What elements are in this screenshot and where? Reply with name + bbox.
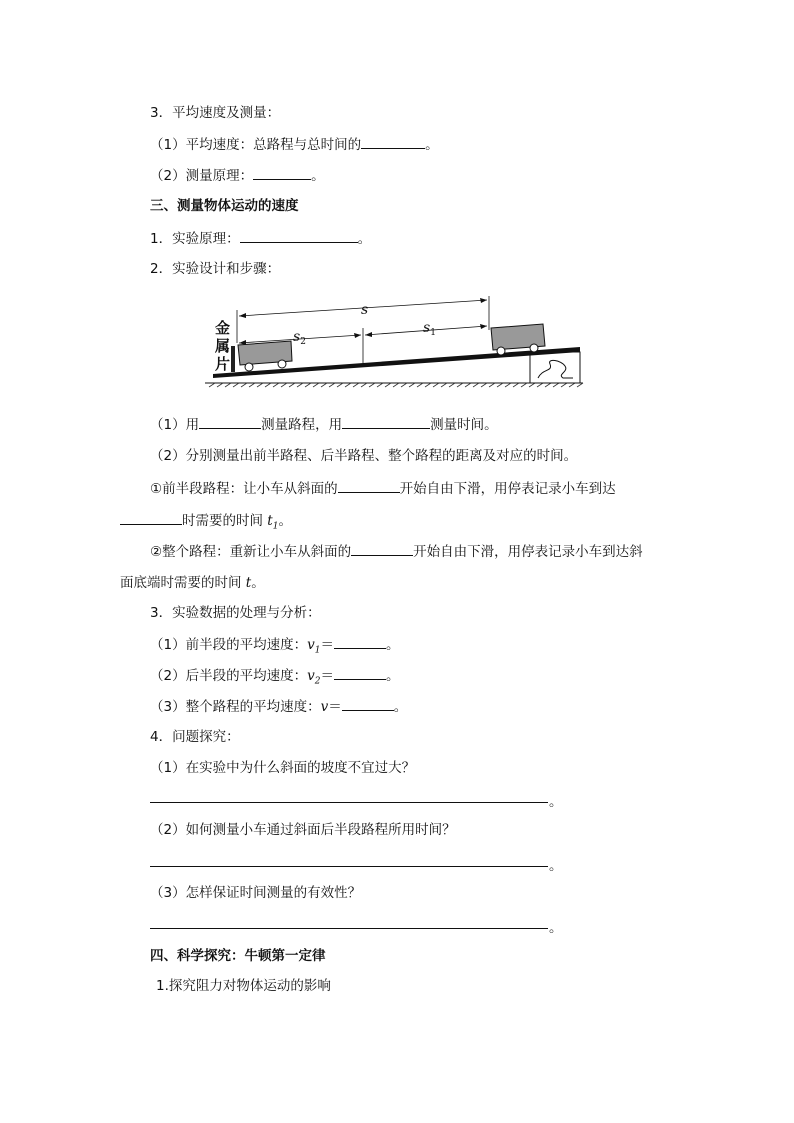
step1-text-c: 测量时间。 xyxy=(430,417,498,433)
step2-line: （2）分别测量出前半路程、后半路程、整个路程的距离及对应的时间。 xyxy=(150,448,578,464)
analysis-title: 3．实验数据的处理与分析： xyxy=(150,605,321,621)
step-a-text1: ①前半段路程：让小车从斜面的 xyxy=(150,481,338,497)
var-v1: $v_1$ xyxy=(307,637,321,656)
equals: ＝ xyxy=(320,637,334,653)
answer-blank[interactable] xyxy=(199,414,261,429)
var-v: v xyxy=(320,699,329,715)
sec3-item1-text: （1）平均速度：总路程与总时间的 xyxy=(150,137,362,153)
answer-blank[interactable] xyxy=(342,696,394,711)
sec3-item2 xyxy=(150,165,325,186)
label-metal-2: 属 xyxy=(215,337,231,355)
period: 。 xyxy=(425,137,439,153)
answer-blank[interactable] xyxy=(351,541,413,556)
period: 。 xyxy=(251,575,265,591)
analysis-item2 xyxy=(150,665,399,692)
step-a-line2 xyxy=(120,510,292,537)
equals: ＝ xyxy=(328,699,342,715)
analysis-item3 xyxy=(150,696,407,717)
step-a-line1 xyxy=(150,478,616,499)
period: 。 xyxy=(549,794,563,810)
question-2: （2）如何测量小车通过斜面后半段路程所用时间？ xyxy=(150,822,456,838)
equals: ＝ xyxy=(320,668,334,684)
step-b-line2 xyxy=(120,573,265,593)
part4-item1: 1.探究阻力对物体运动的影响 xyxy=(156,978,331,994)
period: 。 xyxy=(549,858,563,874)
explore-title: 4．问题探究： xyxy=(150,729,240,745)
part3-title: 三、测量物体运动的速度 xyxy=(150,198,299,214)
var-t1: $t_1$ xyxy=(267,513,279,532)
incline-diagram xyxy=(205,288,590,390)
answer-blank[interactable] xyxy=(338,478,400,493)
period: 。 xyxy=(549,920,563,936)
period: 。 xyxy=(357,231,372,247)
var-t: t xyxy=(245,575,252,591)
sec3-title: 3．平均速度及测量： xyxy=(150,105,281,121)
answer-blank[interactable] xyxy=(334,665,386,680)
answer-blank[interactable] xyxy=(334,634,386,649)
step-b-text3: 面底端时需要的时间 xyxy=(120,575,246,591)
sec3-item2-text: （2）测量原理： xyxy=(150,168,254,184)
metal-plate xyxy=(231,346,235,372)
analysis-text2: （2）后半段的平均速度： xyxy=(150,668,308,684)
step1-text-a: （1）用 xyxy=(150,417,200,433)
answer-blank[interactable] xyxy=(240,228,358,243)
sec3-item1 xyxy=(150,134,439,155)
period: 。 xyxy=(278,513,292,529)
step-b-line1 xyxy=(150,541,643,562)
principle-line xyxy=(150,228,371,249)
step-b-text2: 开始自由下滑，用停表记录小车到达斜 xyxy=(413,544,643,560)
period: 。 xyxy=(311,168,325,184)
step1-text-b: 测量路程，用 xyxy=(261,417,343,433)
question-3: （3）怎样保证时间测量的有效性？ xyxy=(150,885,362,901)
part4-title: 四、科学探究：牛顿第一定律 xyxy=(150,948,326,964)
label-s2: $s_2$ xyxy=(293,329,306,347)
design-title: 2．实验设计和步骤： xyxy=(150,261,281,277)
var-v2: $v_2$ xyxy=(307,668,321,687)
analysis-text1: （1）前半段的平均速度： xyxy=(150,637,308,653)
period: 。 xyxy=(385,637,400,653)
step1-line xyxy=(150,414,498,435)
label-metal-1: 金 xyxy=(215,319,231,337)
answer-blank[interactable] xyxy=(120,510,182,525)
period: 。 xyxy=(393,699,408,715)
answer-blank[interactable] xyxy=(342,414,430,429)
question-1: （1）在实验中为什么斜面的坡度不宜过大？ xyxy=(150,760,416,776)
label-s1: $s_1$ xyxy=(423,320,436,338)
answer-blank[interactable] xyxy=(361,134,425,149)
answer-line-1[interactable] xyxy=(150,802,548,803)
principle-text: 1．实验原理： xyxy=(150,231,240,247)
analysis-text3: （3）整个路程的平均速度： xyxy=(150,699,321,715)
answer-blank[interactable] xyxy=(253,165,311,180)
analysis-item1 xyxy=(150,634,399,661)
period: 。 xyxy=(385,668,400,684)
label-s: s xyxy=(361,302,369,318)
step-a-text3: 时需要的时间 xyxy=(182,513,268,529)
answer-line-2[interactable] xyxy=(150,866,548,867)
answer-line-3[interactable] xyxy=(150,928,548,929)
label-metal-3: 片 xyxy=(215,355,231,373)
step-a-text2: 开始自由下滑，用停表记录小车到达 xyxy=(399,481,616,497)
step-b-text1: ②整个路程：重新让小车从斜面的 xyxy=(150,544,352,560)
